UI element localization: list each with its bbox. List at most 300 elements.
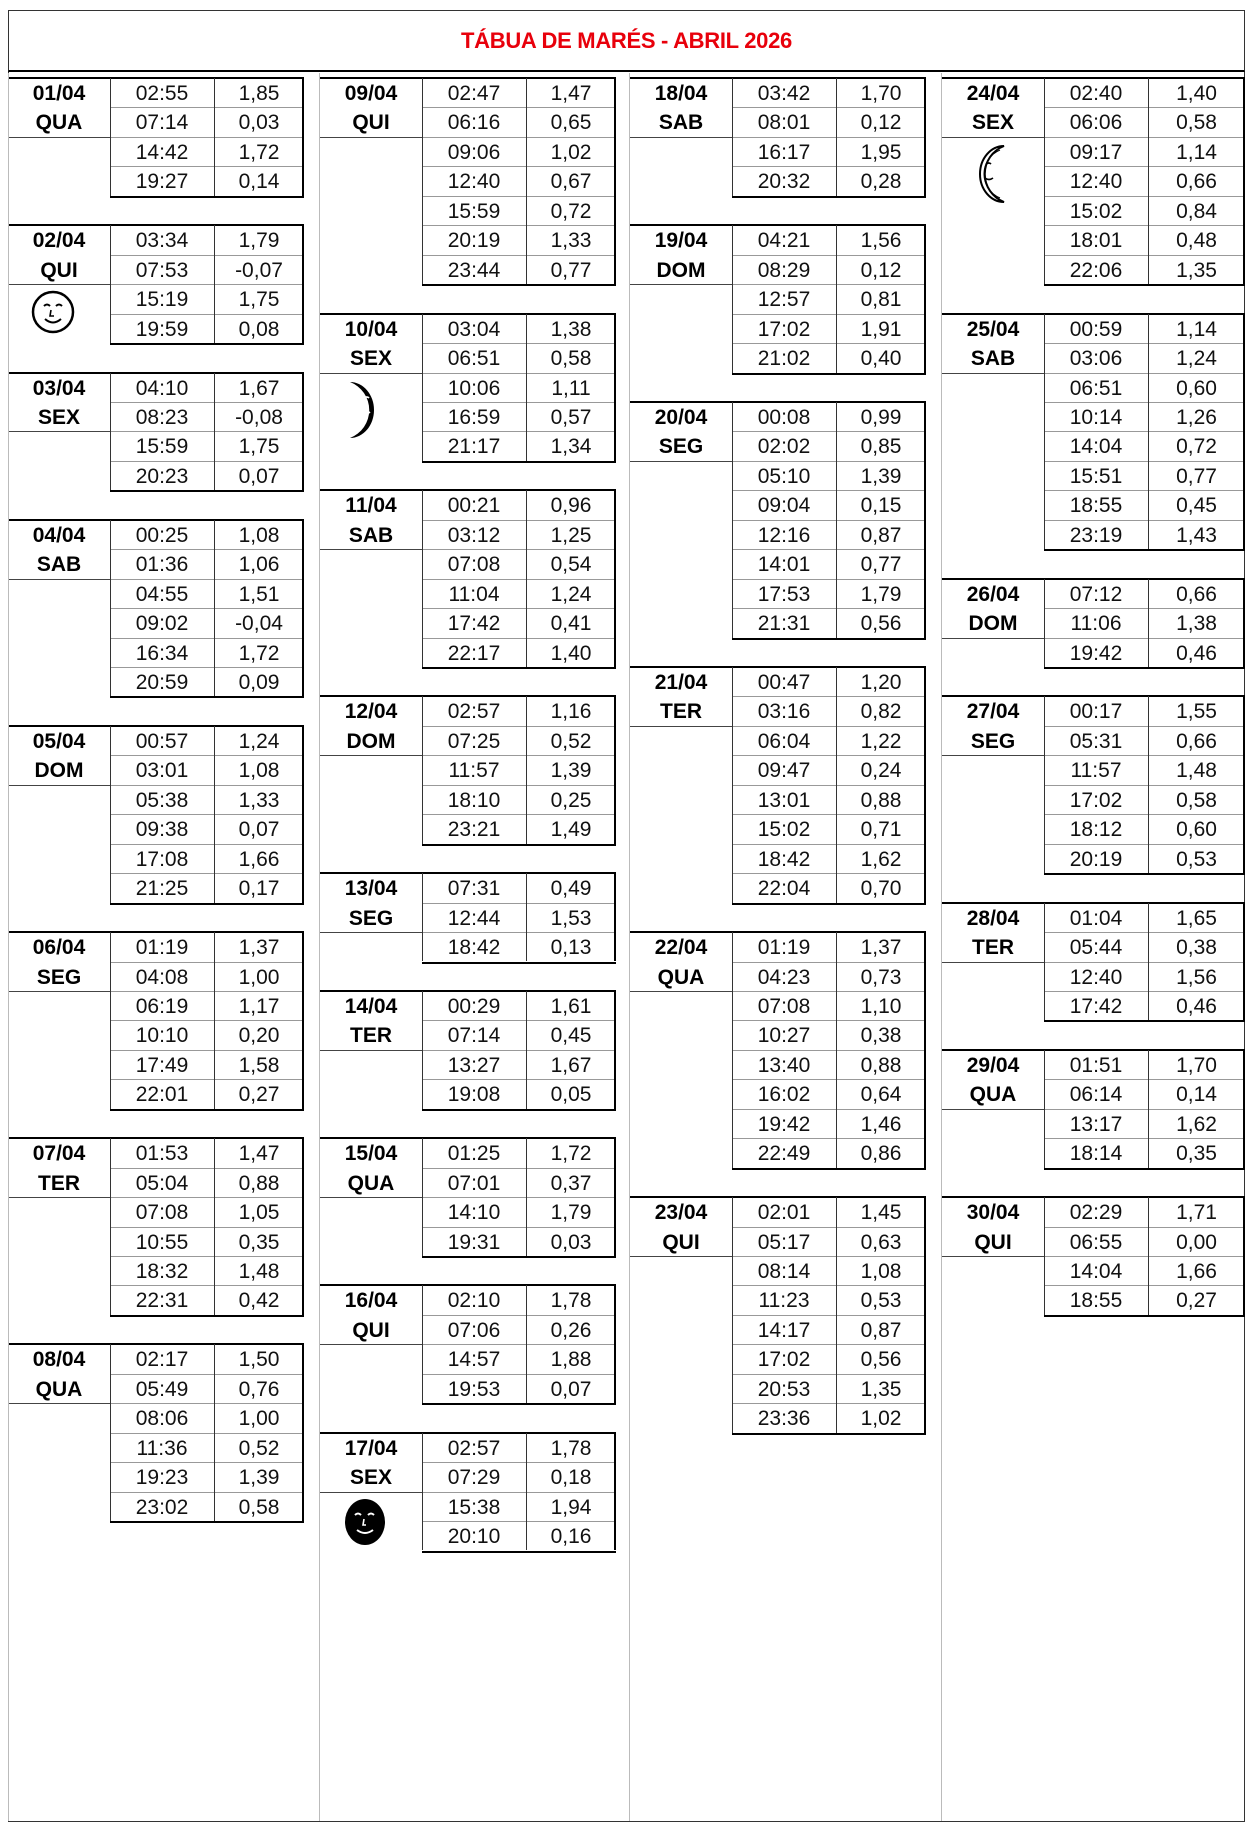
tide-time: 02:57 [447,1436,501,1460]
tide-time: 21:31 [757,612,811,636]
tide-height: 1,39 [860,464,902,488]
tide-time: 03:04 [447,317,501,341]
tide-time: 12:40 [1069,965,1123,989]
time-cell-border [422,1285,423,1403]
date-label: 24/04 [966,82,1020,105]
column-separator [8,73,9,1821]
tide-time: 14:17 [757,1318,811,1342]
tide-height: 1,25 [550,523,592,547]
tide-time: 02:55 [135,82,189,105]
tide-time: 06:04 [757,729,811,753]
weekday-label: QUA [969,1083,1017,1107]
block-right-border [924,667,926,903]
tide-height: 1,61 [550,994,592,1018]
weekday-underline [630,1256,732,1257]
day-28-04-bottom-border [1044,1020,1245,1022]
tide-height: 0,20 [238,1024,280,1048]
weekday-label: SAB [658,111,704,135]
waning-crescent-moon-icon [342,378,392,447]
tide-height: 0,53 [1176,847,1217,871]
tide-time: 09:02 [135,612,189,636]
tide-height: 1,75 [238,288,280,312]
tide-time: 03:12 [447,523,501,547]
block-right-border [1243,1050,1245,1168]
tide-time: 22:17 [447,641,501,665]
block-right-border [1243,696,1245,873]
block-right-border [924,402,926,638]
block-right-border [1243,314,1245,550]
tide-time: 07:53 [135,258,189,282]
time-cell-border [110,78,111,196]
tide-time: 04:55 [135,582,189,606]
tide-time: 08:06 [135,1407,189,1431]
tide-height: 1,78 [550,1436,592,1460]
date-label: 22/04 [654,936,708,960]
tide-time: 11:23 [758,1289,810,1313]
weekday-label: SEG [970,729,1016,753]
time-cell-border [1044,1050,1045,1168]
tide-height: 0,07 [238,464,280,488]
weekday-underline [8,579,110,580]
tide-height: 1,91 [860,317,902,341]
height-cell-border [526,78,527,284]
tide-height: 0,72 [1176,435,1217,459]
tide-time: 09:47 [757,759,811,783]
block-right-border [614,1433,616,1551]
tide-height: 0,96 [550,494,592,518]
tide-height: 1,49 [550,818,592,842]
tide-time: 00:29 [447,994,501,1018]
tide-height: 1,00 [238,965,280,989]
weekday-label: QUI [662,1230,700,1254]
day-22-04-bottom-border [732,1168,926,1170]
weekday-label: SEG [658,435,704,459]
tide-height: 1,72 [238,641,280,665]
tide-time: 06:55 [1069,1230,1123,1254]
tide-height: 1,53 [550,906,592,930]
height-cell-border [214,726,215,903]
tide-time: 00:57 [135,729,189,753]
date-label: 19/04 [654,229,708,253]
tide-time: 01:51 [1069,1053,1123,1077]
tide-height: 0,67 [550,170,592,194]
height-cell-border [1148,1197,1149,1315]
tide-height: 1,79 [238,229,280,253]
tide-height: 1,72 [238,140,280,164]
tide-time: 20:19 [1069,847,1123,871]
tide-height: 0,72 [550,199,592,223]
day-30-04-bottom-border [1044,1315,1245,1317]
height-cell-border [836,225,837,372]
tide-time: 15:51 [1069,464,1123,488]
tide-height: 1,37 [860,936,902,960]
tide-time: 20:53 [757,1377,811,1401]
weekday-label: QUI [40,258,78,282]
tide-height: 1,11 [551,376,591,400]
date-label: 26/04 [966,582,1020,606]
tide-height: 0,08 [238,317,280,341]
tide-time: 13:01 [757,788,811,812]
tide-height: 0,60 [1176,818,1217,842]
tide-time: 19:42 [757,1112,811,1136]
tide-time: 07:14 [135,111,189,135]
tide-height: 0,05 [550,1083,592,1107]
weekday-label: QUA [35,111,83,135]
height-cell-border [836,402,837,638]
weekday-underline [320,1492,422,1493]
time-cell-border [422,490,423,667]
tide-time: 07:08 [447,553,501,577]
time-cell-border [1044,579,1045,667]
tide-height: 0,52 [238,1436,280,1460]
tide-height: 0,14 [238,170,280,194]
tide-height: 1,34 [550,435,592,459]
weekday-label: QUA [35,1377,83,1401]
tide-height: 0,45 [550,1024,592,1048]
waxing-crescent-moon-icon [964,142,1014,211]
day-15-04-bottom-border [422,1256,616,1258]
tide-time: 12:16 [757,523,811,547]
weekday-underline [320,1344,422,1345]
height-cell-border [1148,903,1149,1021]
tide-height: 0,63 [860,1230,902,1254]
tide-time: 23:19 [1069,523,1123,547]
date-label: 09/04 [344,82,398,105]
tide-time: 03:16 [757,700,811,724]
tide-height: 1,55 [1176,700,1217,724]
tide-time: 08:29 [757,258,811,282]
date-label: 28/04 [966,906,1020,930]
weekday-underline [320,932,422,933]
time-cell-border [1044,903,1045,1021]
tide-time: 14:10 [447,1201,501,1225]
height-cell-border [836,667,837,903]
tide-time: 05:31 [1069,729,1123,753]
day-21-04-bottom-border [732,903,926,905]
height-cell-border [526,873,527,961]
tide-height: 1,08 [860,1260,902,1283]
day-26-04-bottom-border [1044,667,1245,669]
tide-time: 22:49 [757,1142,811,1166]
tide-height: 1,40 [1176,82,1217,105]
tide-height: 0,24 [860,759,902,783]
tide-time: 21:25 [135,877,189,901]
weekday-label: QUA [347,1171,395,1195]
date-label: 14/04 [344,994,398,1018]
tide-time: 00:47 [757,671,811,694]
block-right-border [614,1285,616,1403]
tide-time: 06:14 [1069,1083,1123,1107]
tide-time: 18:42 [447,936,501,960]
tide-time: 12:40 [1069,170,1123,194]
time-cell-border [422,696,423,843]
tide-time: 07:08 [135,1201,189,1225]
time-cell-border [422,873,423,961]
tide-time: 03:42 [757,82,811,105]
time-cell-border [110,520,111,697]
tide-height: 1,48 [1176,759,1217,783]
tide-time: 18:32 [135,1260,189,1283]
tide-time: 04:23 [757,965,811,989]
weekday-label: TER [972,936,1014,960]
tide-height: 0,49 [550,877,592,901]
tide-time: 21:02 [757,347,811,371]
weekday-underline [942,638,1044,639]
tide-height: 1,56 [860,229,902,253]
tide-height: 1,40 [550,641,592,665]
block-right-border [614,78,616,284]
tide-height: 1,05 [238,1201,280,1225]
column-separator [629,73,630,1821]
weekday-underline [942,373,1044,374]
tide-time: 22:04 [757,877,811,901]
tide-height: 1,79 [860,582,902,606]
time-cell-border [1044,1197,1045,1315]
tide-height: 0,53 [860,1289,902,1313]
date-label: 27/04 [966,700,1020,724]
tide-height: 1,72 [550,1142,592,1166]
tide-time: 05:10 [757,464,811,488]
tide-height: 1,67 [550,1053,592,1077]
tide-time: 08:14 [757,1260,811,1283]
tide-height: 0,41 [550,612,592,636]
tide-time: 15:59 [135,435,189,459]
height-cell-border [526,1433,527,1551]
tide-height: 0,37 [550,1171,592,1195]
tide-time: 07:14 [447,1024,501,1048]
height-cell-border [836,78,837,196]
tide-time: 12:40 [447,170,501,194]
tide-height: 1,62 [1176,1112,1217,1136]
tide-time: 10:55 [135,1230,189,1254]
block-right-border [614,490,616,667]
tide-height: 0,64 [860,1083,902,1107]
block-right-border [924,932,926,1168]
tide-time: 16:59 [447,405,501,429]
day-20-04-bottom-border [732,638,926,640]
tide-time: 12:57 [757,288,811,312]
tide-time: 19:42 [1069,641,1123,665]
tide-height: 0,16 [550,1525,592,1549]
tide-height: 1,24 [550,582,592,606]
tide-height: 0,99 [860,405,902,429]
weekday-label: SEX [349,1466,393,1490]
weekday-underline [942,1256,1044,1257]
tide-time: 05:04 [135,1171,189,1195]
tide-height: 1,26 [1176,405,1217,429]
tide-height: 0,66 [1176,582,1217,606]
block-right-border [1243,579,1245,667]
tide-time: 01:53 [135,1142,189,1166]
tide-time: 10:27 [757,1024,811,1048]
weekday-label: SEX [37,405,81,429]
tide-time: 01:19 [135,936,189,960]
tide-height: 1,70 [860,82,902,105]
tide-height: 1,70 [1176,1053,1217,1077]
tide-time: 02:02 [757,435,811,459]
date-label: 02/04 [32,229,86,253]
tide-height: 1,67 [238,376,280,400]
tide-time: 09:38 [135,818,189,842]
tide-time: 13:40 [757,1053,811,1077]
date-label: 11/04 [345,494,397,518]
tide-height: 0,76 [238,1377,280,1401]
date-label: 05/04 [32,729,86,753]
tide-height: 0,25 [550,788,592,812]
tide-time: 13:17 [1069,1112,1123,1136]
weekday-label: SAB [348,523,394,547]
weekday-underline [320,137,422,138]
tide-height: 1,71 [1176,1201,1217,1225]
height-cell-border [526,314,527,461]
tide-time: 05:49 [135,1377,189,1401]
tide-height: 0,27 [1176,1289,1217,1313]
height-cell-border [526,991,527,1109]
tide-height: 0,66 [1176,170,1217,194]
tide-time: 07:31 [447,877,501,901]
tide-height: 1,24 [1176,347,1217,371]
tide-time: 02:01 [757,1201,811,1225]
tide-time: 18:42 [757,847,811,871]
weekday-underline [942,137,1044,138]
weekday-underline [320,755,422,756]
tide-height: 0,52 [550,729,592,753]
day-19-04-bottom-border [732,373,926,375]
tide-height: 1,33 [238,788,280,812]
tide-time: 03:34 [135,229,189,253]
height-cell-border [214,78,215,196]
tide-time: 21:17 [447,435,501,459]
tide-height: 1,48 [238,1260,280,1283]
tide-time: 02:17 [135,1348,189,1372]
weekday-label: SAB [36,553,82,577]
height-cell-border [214,932,215,1109]
date-label: 07/04 [32,1142,86,1166]
tide-time: 11:06 [1070,612,1122,636]
tide-time: 00:17 [1069,700,1123,724]
tide-height: 0,45 [1176,494,1217,518]
tide-time: 15:59 [447,199,501,223]
tide-time: 08:23 [135,405,189,429]
time-cell-border [110,726,111,903]
tide-height: 1,10 [860,994,902,1018]
tide-height: -0,04 [235,612,283,636]
tide-height: 1,58 [238,1053,280,1077]
weekday-underline [8,1197,110,1198]
tide-height: 0,84 [1176,199,1217,223]
tide-height: 1,94 [550,1495,592,1519]
tide-time: 13:27 [447,1053,501,1077]
tide-height: 0,46 [1176,641,1217,665]
time-cell-border [1044,78,1045,284]
tide-time: 00:21 [447,494,501,518]
day-06-04-bottom-border [110,1109,304,1111]
tide-height: 1,00 [238,1407,280,1431]
tide-time: 16:17 [757,140,811,164]
tide-height: 1,37 [238,936,280,960]
tide-time: 17:02 [757,1348,811,1372]
tide-height: 1,65 [1176,906,1217,930]
tide-time: 23:44 [447,258,501,282]
day-14-04-bottom-border [422,1109,616,1111]
height-cell-border [1148,314,1149,550]
height-cell-border [214,1344,215,1521]
tide-height: 0,88 [860,788,902,812]
tide-height: 1,46 [860,1112,902,1136]
day-13-04-bottom-border [422,962,616,964]
tide-time: 15:19 [135,288,189,312]
tide-time: 19:53 [447,1377,501,1401]
tide-time: 18:55 [1069,494,1123,518]
tide-time: 08:01 [757,111,811,135]
tide-time: 10:14 [1069,405,1123,429]
tide-time: 02:10 [447,1289,501,1313]
weekday-underline [8,137,110,138]
weekday-label: QUI [974,1230,1012,1254]
block-right-border [302,932,304,1109]
block-right-border [302,1138,304,1315]
tide-time: 15:02 [757,818,811,842]
tide-height: 1,33 [550,229,592,253]
weekday-label: QUI [352,1318,390,1342]
time-cell-border [732,225,733,372]
tide-height: 1,22 [860,729,902,753]
tide-time: 11:04 [448,582,500,606]
height-cell-border [214,225,215,343]
tide-height: 0,12 [860,258,902,282]
weekday-underline [942,1109,1044,1110]
tide-height: 0,09 [238,671,280,694]
tide-time: 06:51 [1069,376,1123,400]
block-right-border [302,520,304,697]
tide-height: 0,17 [238,877,280,901]
time-cell-border [1044,314,1045,550]
tide-time: 14:01 [757,553,811,577]
column-separator [941,73,942,1821]
date-label: 29/04 [966,1053,1020,1077]
tide-height: 0,77 [860,553,902,577]
block-right-border [924,225,926,372]
date-label: 21/04 [654,671,708,694]
tide-time: 17:49 [135,1053,189,1077]
tide-height: 0,07 [550,1377,592,1401]
date-label: 16/04 [344,1289,398,1313]
tide-time: 09:04 [757,494,811,518]
tide-height: 0,14 [1176,1083,1217,1107]
time-cell-border [732,932,733,1168]
tide-time: 03:06 [1069,347,1123,371]
time-cell-border [110,1138,111,1315]
time-cell-border [110,225,111,343]
block-right-border [302,78,304,196]
weekday-label: DOM [346,729,396,753]
tide-time: 20:10 [447,1525,501,1549]
tide-time: 14:57 [447,1348,501,1372]
tide-height: 0,77 [550,258,592,282]
tide-height: 1,85 [238,82,280,105]
tide-time: 17:02 [1069,788,1123,812]
tide-height: 1,47 [550,82,592,105]
weekday-underline [630,284,732,285]
tide-height: 0,57 [550,405,592,429]
tide-height: 0,00 [1176,1230,1217,1254]
tide-time: 18:01 [1069,229,1123,253]
block-right-border [302,1344,304,1521]
tide-height: 1,06 [238,553,280,577]
tide-height: 0,58 [238,1495,280,1519]
tide-height: 0,81 [860,288,902,312]
tide-height: 0,71 [860,818,902,842]
